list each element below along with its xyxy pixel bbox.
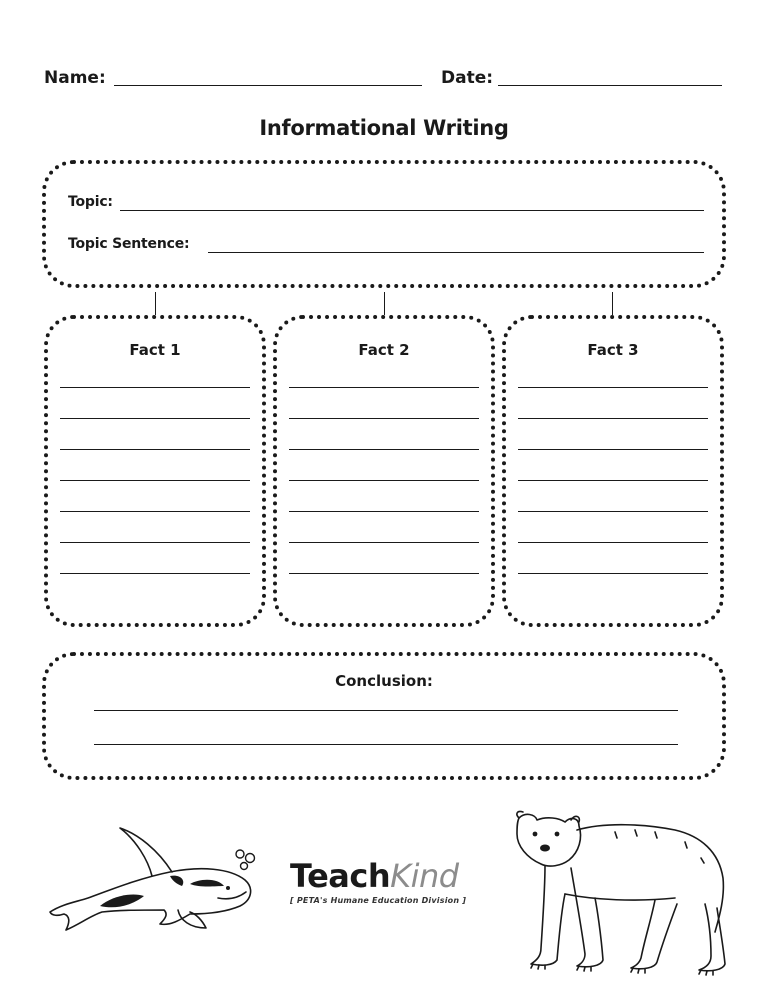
writing-line[interactable] bbox=[518, 573, 708, 574]
date-field[interactable] bbox=[498, 85, 722, 86]
conclusion-box bbox=[42, 652, 726, 780]
topic-box bbox=[42, 160, 726, 288]
writing-line[interactable] bbox=[518, 387, 708, 388]
connector-line bbox=[155, 292, 156, 315]
writing-line[interactable] bbox=[60, 480, 250, 481]
writing-line[interactable] bbox=[60, 542, 250, 543]
connector-line bbox=[612, 292, 613, 315]
writing-line[interactable] bbox=[289, 573, 479, 574]
topic-label: Topic: bbox=[68, 194, 113, 210]
writing-line[interactable] bbox=[94, 710, 678, 711]
name-field[interactable] bbox=[114, 85, 422, 86]
writing-line[interactable] bbox=[94, 744, 678, 745]
page-title: Informational Writing bbox=[259, 116, 509, 140]
writing-line[interactable] bbox=[60, 573, 250, 574]
topic-field[interactable] bbox=[120, 210, 704, 211]
teachkind-logo bbox=[290, 858, 490, 905]
fact-box-1 bbox=[44, 315, 266, 627]
writing-line[interactable] bbox=[289, 449, 479, 450]
fact-title: Fact 2 bbox=[358, 341, 410, 359]
writing-line[interactable] bbox=[518, 542, 708, 543]
writing-line[interactable] bbox=[60, 418, 250, 419]
topic-sentence-label: Topic Sentence: bbox=[68, 236, 190, 252]
fact-title: Fact 1 bbox=[129, 341, 181, 359]
topic-sentence-field[interactable] bbox=[208, 252, 704, 253]
fact-title: Fact 3 bbox=[587, 341, 639, 359]
writing-line[interactable] bbox=[289, 480, 479, 481]
writing-line[interactable] bbox=[289, 387, 479, 388]
logo-tagline: [ PETA's Humane Education Division ] bbox=[290, 896, 467, 905]
writing-line[interactable] bbox=[60, 449, 250, 450]
orca-illustration bbox=[40, 820, 265, 935]
fact-box-3 bbox=[502, 315, 724, 627]
writing-line[interactable] bbox=[289, 511, 479, 512]
writing-line[interactable] bbox=[60, 387, 250, 388]
writing-line[interactable] bbox=[518, 418, 708, 419]
writing-line[interactable] bbox=[518, 480, 708, 481]
writing-line[interactable] bbox=[60, 511, 250, 512]
logo-teach: Teach bbox=[290, 857, 391, 895]
logo-kind: Kind bbox=[390, 857, 459, 895]
writing-line[interactable] bbox=[518, 449, 708, 450]
connector-line bbox=[384, 292, 385, 315]
writing-line[interactable] bbox=[289, 542, 479, 543]
writing-line[interactable] bbox=[289, 418, 479, 419]
date-label: Date: bbox=[441, 68, 494, 88]
conclusion-title: Conclusion: bbox=[335, 672, 433, 690]
polar-bear-illustration bbox=[505, 808, 735, 978]
writing-line[interactable] bbox=[518, 511, 708, 512]
fact-box-2 bbox=[273, 315, 495, 627]
name-label: Name: bbox=[44, 68, 106, 88]
